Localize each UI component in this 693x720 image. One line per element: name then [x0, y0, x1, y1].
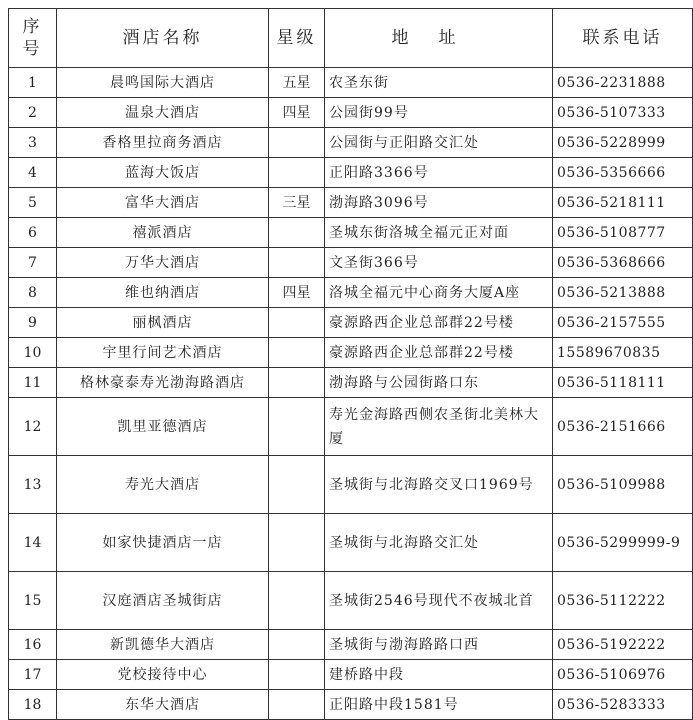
- row-address: 豪源路西企业总部群22号楼: [325, 338, 553, 368]
- table-row: [9, 308, 693, 338]
- row-phone: 0536-2157555: [553, 308, 693, 338]
- row-phone: 0536-5112222: [553, 572, 693, 630]
- row-phone: 0536-5218111: [553, 188, 693, 218]
- row-address: 圣城街与北海路交叉口1969号: [325, 456, 553, 514]
- row-address: 渤海路3096号: [325, 188, 553, 218]
- row-name: 凯里亚德酒店: [57, 398, 269, 456]
- table-header-row: [9, 9, 693, 68]
- row-phone: 0536-5108777: [553, 218, 693, 248]
- row-phone: 0536-5283333: [553, 690, 693, 720]
- header-address: 地址: [325, 9, 553, 68]
- row-name: 温泉大酒店: [57, 98, 269, 128]
- row-name: 禧派酒店: [57, 218, 269, 248]
- table-row: [9, 690, 693, 720]
- row-address: 农圣东街: [325, 68, 553, 98]
- table-row: [9, 398, 693, 456]
- row-address: 公园街与正阳路交汇处: [325, 128, 553, 158]
- row-name: 新凯德华大酒店: [57, 630, 269, 660]
- row-index: 10: [9, 338, 57, 368]
- row-index: 4: [9, 158, 57, 188]
- row-star: [269, 572, 325, 630]
- header-name: 酒店名称: [57, 9, 269, 68]
- row-star: 四星: [269, 278, 325, 308]
- table-row: [9, 188, 693, 218]
- row-name: 寿光大酒店: [57, 456, 269, 514]
- row-star: [269, 690, 325, 720]
- row-star: [269, 368, 325, 398]
- row-name: 维也纳酒店: [57, 278, 269, 308]
- row-address: 圣城街2546号现代不夜城北首: [325, 572, 553, 630]
- row-phone: 0536-5106976: [553, 660, 693, 690]
- table-row: [9, 572, 693, 630]
- row-name: 东华大酒店: [57, 690, 269, 720]
- row-name: 香格里拉商务酒店: [57, 128, 269, 158]
- row-index: 12: [9, 398, 57, 456]
- row-phone: 0536-2151666: [553, 398, 693, 456]
- row-name: 如家快捷酒店一店: [57, 514, 269, 572]
- row-address: 豪源路西企业总部群22号楼: [325, 308, 553, 338]
- row-phone: 0536-5109988: [553, 456, 693, 514]
- row-address: 渤海路与公园街路口东: [325, 368, 553, 398]
- row-star: 三星: [269, 188, 325, 218]
- table-row: [9, 338, 693, 368]
- row-star: [269, 308, 325, 338]
- table-row: [9, 68, 693, 98]
- row-index: 6: [9, 218, 57, 248]
- row-star: [269, 630, 325, 660]
- row-index: 5: [9, 188, 57, 218]
- table-row: [9, 630, 693, 660]
- row-star: [269, 248, 325, 278]
- table-row: [9, 158, 693, 188]
- table-row: [9, 248, 693, 278]
- row-name: 万华大酒店: [57, 248, 269, 278]
- row-star: [269, 128, 325, 158]
- row-index: 2: [9, 98, 57, 128]
- row-index: 7: [9, 248, 57, 278]
- row-phone: 0536-5213888: [553, 278, 693, 308]
- row-index: 16: [9, 630, 57, 660]
- table-row: [9, 128, 693, 158]
- row-index: 18: [9, 690, 57, 720]
- row-phone: 0536-5228999: [553, 128, 693, 158]
- row-index: 17: [9, 660, 57, 690]
- row-index: 13: [9, 456, 57, 514]
- table-row: [9, 368, 693, 398]
- row-phone: 0536-5299999-9: [553, 514, 693, 572]
- row-name: 宇里行间艺术酒店: [57, 338, 269, 368]
- header-star: 星级: [269, 9, 325, 68]
- row-star: [269, 456, 325, 514]
- row-name: 丽枫酒店: [57, 308, 269, 338]
- row-name: 格林豪泰寿光渤海路酒店: [57, 368, 269, 398]
- row-index: 1: [9, 68, 57, 98]
- row-address: 文圣街366号: [325, 248, 553, 278]
- row-index: 8: [9, 278, 57, 308]
- row-index: 9: [9, 308, 57, 338]
- row-address: 洛城全福元中心商务大厦A座: [325, 278, 553, 308]
- row-phone: 0536-5118111: [553, 368, 693, 398]
- table-row: [9, 514, 693, 572]
- row-address: 正阳路中段1581号: [325, 690, 553, 720]
- hotel-table: [8, 8, 693, 720]
- row-phone: 15589670835: [553, 338, 693, 368]
- row-star: [269, 218, 325, 248]
- row-address: 正阳路3366号: [325, 158, 553, 188]
- row-index: 14: [9, 514, 57, 572]
- row-name: 富华大酒店: [57, 188, 269, 218]
- row-phone: 0536-5356666: [553, 158, 693, 188]
- row-address: 圣城街与渤海路路口西: [325, 630, 553, 660]
- row-address: 公园街99号: [325, 98, 553, 128]
- header-index: 序号: [9, 9, 57, 68]
- row-index: 15: [9, 572, 57, 630]
- row-address: 圣城东街洛城全福元正对面: [325, 218, 553, 248]
- row-name: 党校接待中心: [57, 660, 269, 690]
- row-phone: 0536-5107333: [553, 98, 693, 128]
- row-address: 圣城街与北海路交汇处: [325, 514, 553, 572]
- row-star: [269, 398, 325, 456]
- row-phone: 0536-5192222: [553, 630, 693, 660]
- row-phone: 0536-5368666: [553, 248, 693, 278]
- row-name: 蓝海大饭店: [57, 158, 269, 188]
- row-star: [269, 158, 325, 188]
- row-star: [269, 660, 325, 690]
- row-star: [269, 338, 325, 368]
- row-address: 建桥路中段: [325, 660, 553, 690]
- table-row: [9, 660, 693, 690]
- row-index: 3: [9, 128, 57, 158]
- row-star: 四星: [269, 98, 325, 128]
- row-star: 五星: [269, 68, 325, 98]
- row-name: 汉庭酒店圣城街店: [57, 572, 269, 630]
- row-name: 晨鸣国际大酒店: [57, 68, 269, 98]
- row-address: 寿光金海路西侧农圣街北美林大厦: [325, 398, 553, 456]
- table-row: [9, 278, 693, 308]
- table-row: [9, 456, 693, 514]
- row-index: 11: [9, 368, 57, 398]
- row-star: [269, 514, 325, 572]
- table-row: [9, 98, 693, 128]
- header-phone: 联系电话: [553, 9, 693, 68]
- row-phone: 0536-2231888: [553, 68, 693, 98]
- table-row: [9, 218, 693, 248]
